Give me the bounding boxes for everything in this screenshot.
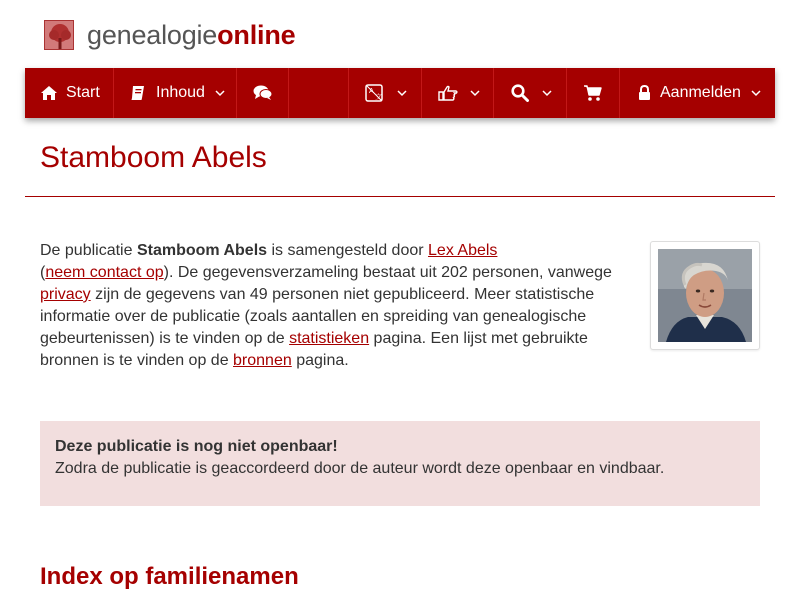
nav-login[interactable]: [620, 68, 775, 118]
search-icon: [511, 84, 529, 102]
language-icon: [365, 84, 383, 102]
page-title: Stamboom Abels: [40, 141, 267, 174]
lock-icon: [638, 85, 651, 101]
nav-messages[interactable]: [237, 68, 289, 118]
nav-login-label: Aanmelden: [660, 84, 741, 101]
alert-title: Deze publicatie is nog niet openbaar!: [55, 438, 338, 455]
author-photo[interactable]: [650, 241, 760, 350]
author-link[interactable]: Lex Abels: [428, 242, 498, 259]
nav-search[interactable]: [494, 68, 567, 118]
contact-link[interactable]: neem contact op: [45, 264, 164, 281]
alert-text: Zodra de publicatie is geaccordeerd door de auteur wordt deze openbaar en vindbaar.: [55, 460, 665, 477]
site-brand[interactable]: [44, 19, 295, 51]
statistics-link[interactable]: statistieken: [289, 330, 370, 347]
nav-start-label: Start: [66, 84, 100, 101]
chevron-down-icon: [470, 89, 480, 97]
nav-manage[interactable]: [422, 68, 494, 118]
not-public-alert: [40, 421, 760, 506]
svg-text:文: 文: [375, 93, 382, 101]
surname-index-heading: Index op familienamen: [40, 563, 299, 590]
publication-intro: De publicatie Stamboom Abels is samengesteld door Lex Abels (neem contact op). De gegevensverzameling bestaat uit 202 personen, vanwege privacy zijn de gegevens van 49 personen niet gepubliceerd. Meer statistische informatie over de publicatie (zoals aantallen en spreiding van genealogische gebeurtenissen) is te vinden op de statistieken pagina. Een lijst met gebruikte bronnen is te vinden op de bronnen pagina.: [40, 242, 612, 369]
nav-spacer: [289, 68, 349, 118]
tree-logo-icon: [44, 20, 74, 50]
privacy-link[interactable]: privacy: [40, 286, 91, 303]
nav-inhoud[interactable]: [114, 68, 237, 118]
sources-link[interactable]: bronnen: [233, 352, 292, 369]
chevron-down-icon: [215, 89, 225, 97]
book-icon: [130, 85, 146, 101]
hand-point-icon: [438, 85, 458, 101]
title-divider: [25, 196, 775, 197]
chevron-down-icon: [542, 89, 552, 97]
nav-inhoud-label: Inhoud: [156, 84, 205, 101]
nav-language[interactable]: [349, 68, 422, 118]
nav-cart[interactable]: [567, 68, 620, 118]
brand-name: genealogieonline: [87, 20, 296, 50]
chevron-down-icon: [751, 89, 761, 97]
nav-start[interactable]: [25, 68, 114, 118]
cart-icon: [583, 84, 603, 102]
comments-icon: [253, 85, 273, 101]
home-icon: [40, 85, 58, 101]
main-navbar: [25, 68, 775, 118]
chevron-down-icon: [397, 89, 407, 97]
publication-name: Stamboom Abels: [136, 242, 268, 259]
svg-text:A: A: [369, 87, 374, 95]
